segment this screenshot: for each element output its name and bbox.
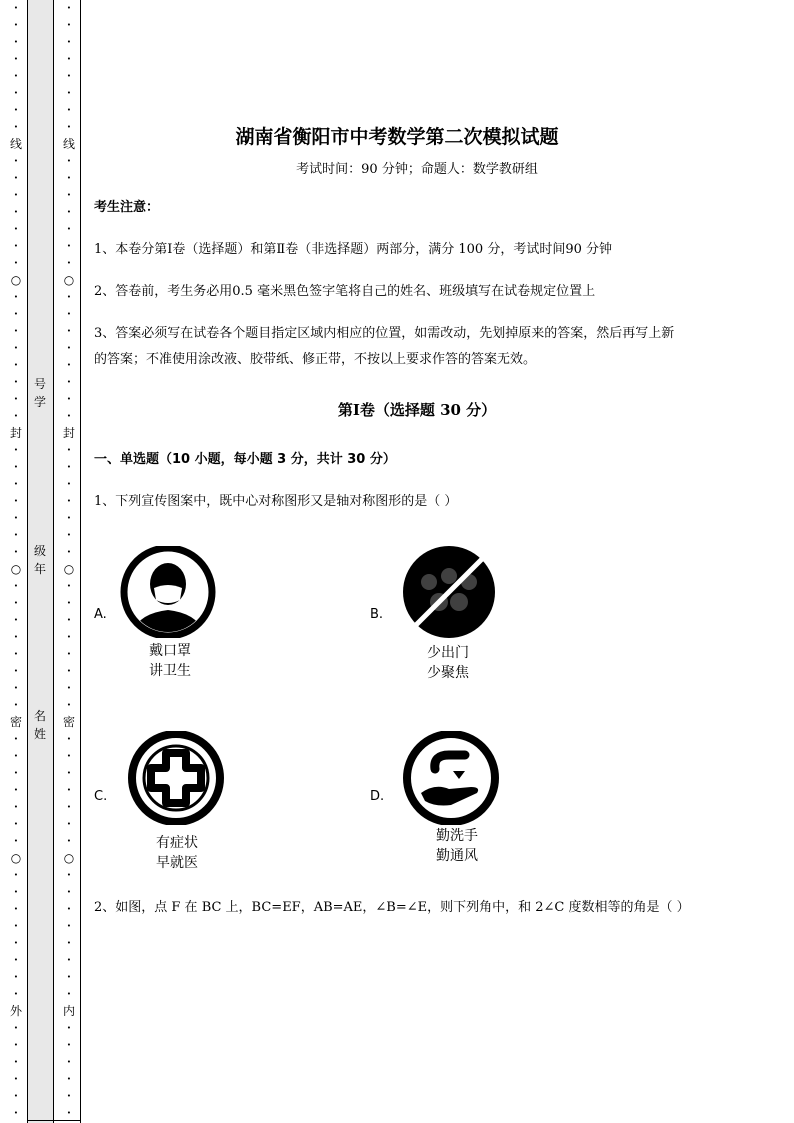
mask-person-icon [118,546,218,638]
binding-dot: • [13,55,19,63]
binding-dot: • [13,1024,19,1032]
binding-dot: • [13,786,19,794]
binding-dot: • [66,786,72,794]
binding-dot: • [66,123,72,131]
option-d-caption-1: 勤洗手 [436,828,478,844]
binding-dot: • [66,1109,72,1117]
binding-label: ○ [63,851,75,865]
page-title: 湖南省衡阳市中考数学第二次模拟试题 [235,126,559,148]
binding-label: ○ [10,562,22,576]
binding-dot: • [13,599,19,607]
binding-dot: • [13,446,19,454]
binding-dot: • [13,38,19,46]
binding-dot: • [13,1041,19,1049]
binding-dot: • [66,1075,72,1083]
binding-label: 封 [62,426,75,440]
binding-dot: • [66,922,72,930]
binding-dot: • [66,4,72,12]
binding-dot: • [66,174,72,182]
binding-dot: • [66,463,72,471]
binding-dot: • [66,888,72,896]
binding-dot: • [13,174,19,182]
binding-label: 线 [62,137,75,151]
question-2-stem: 2、如图，点 F 在 BC 上，BC=EF，AB=AE，∠B=∠E，则下列角中，和 2∠C 度数相等的角是（ ） [94,900,690,915]
binding-dot: • [13,803,19,811]
binding-dot: • [13,837,19,845]
binding-dot: • [13,242,19,250]
binding-label: 封 [9,426,22,440]
binding-dot: • [13,633,19,641]
binding-dot: • [13,259,19,267]
binding-dot: • [13,293,19,301]
binding-dot: • [13,871,19,879]
option-a-caption-2: 讲卫生 [149,663,191,679]
binding-dot: • [66,633,72,641]
binding-dot: • [13,514,19,522]
binding-dot: • [66,412,72,420]
binding-dot: • [13,21,19,29]
binding-dot: • [13,922,19,930]
binding-dot: • [13,905,19,913]
binding-dot: • [66,106,72,114]
binding-dot: • [13,361,19,369]
binding-dot: • [66,1058,72,1066]
binding-dot: • [66,446,72,454]
medical-cross-icon [126,731,226,825]
binding-dot: • [66,344,72,352]
binding-dot: • [13,939,19,947]
binding-dot: • [66,616,72,624]
binding-dot: • [13,650,19,658]
binding-label: 密 [9,715,22,729]
notice-item-3-cont: 的答案；不准使用涂改液、胶带纸、修正带，不按以上要求作答的答案无效。 [94,352,537,367]
binding-dot: • [66,21,72,29]
binding-dot: • [66,361,72,369]
binding-dot: • [13,4,19,12]
option-d-caption-2: 勤通风 [436,848,478,864]
binding-dot: • [66,293,72,301]
notice-item-2: 2、答卷前，考生务必用0.5 毫米黑色签字笔将自己的姓名、班级填写在试卷规定位置上 [94,284,596,299]
binding-dot: • [13,667,19,675]
binding-dot: • [66,208,72,216]
binding-dot: • [13,990,19,998]
binding-dot: • [13,582,19,590]
binding-dot: • [66,939,72,947]
binding-dot: • [13,72,19,80]
binding-dot: • [13,208,19,216]
binding-dot: • [66,990,72,998]
strip-label: 级 年 [33,544,46,576]
option-c-letter: C. [94,789,108,804]
binding-dot: • [66,38,72,46]
binding-dot: • [66,480,72,488]
binding-dot: • [13,157,19,165]
binding-dot: • [13,1075,19,1083]
binding-dot: • [13,327,19,335]
binding-dot: • [66,395,72,403]
option-b-letter: B. [370,607,384,622]
binding-dot: • [66,769,72,777]
binding-dot: • [13,531,19,539]
option-b-caption-2: 少聚焦 [427,665,469,681]
binding-dot: • [13,1058,19,1066]
option-d-letter: D. [370,789,385,804]
option-c-caption-1: 有症状 [156,835,198,851]
binding-label: 线 [9,137,22,151]
binding-dot: • [66,259,72,267]
binding-label: 外 [9,1004,22,1018]
crowd-prohibited-icon [399,546,499,638]
binding-dot: • [66,735,72,743]
binding-dot: • [13,395,19,403]
binding-dot: • [66,1092,72,1100]
binding-dot: • [13,735,19,743]
binding-dot: • [66,72,72,80]
binding-dot: • [13,888,19,896]
binding-dot: • [66,548,72,556]
binding-label: ○ [63,273,75,287]
binding-label: ○ [10,273,22,287]
binding-dot: • [66,378,72,386]
option-b-caption-1: 少出门 [427,645,469,661]
binding-label: 内 [62,1004,75,1018]
binding-dot: • [13,769,19,777]
option-a-caption-1: 戴口罩 [149,643,191,659]
binding-dot: • [66,327,72,335]
option-c-caption-2: 早就医 [156,855,198,871]
binding-dot: • [66,973,72,981]
binding-dot: • [66,650,72,658]
binding-dot: • [66,1041,72,1049]
binding-dot: • [66,514,72,522]
binding-dot: • [13,820,19,828]
binding-dot: • [66,225,72,233]
binding-dot: • [66,752,72,760]
binding-dot: • [66,531,72,539]
binding-dot: • [13,497,19,505]
binding-label: ○ [63,562,75,576]
binding-dot: • [66,871,72,879]
binding-dot: • [13,701,19,709]
binding-dot: • [13,616,19,624]
question-1-stem: 1、下列宣传图案中，既中心对称图形又是轴对称图形的是（ ） [94,494,458,509]
binding-label: ○ [10,851,22,865]
binding-dot: • [13,463,19,471]
binding-dot: • [66,191,72,199]
binding-dot: • [66,905,72,913]
binding-dot: • [66,837,72,845]
binding-dot: • [66,820,72,828]
binding-dot: • [66,55,72,63]
binding-dot: • [13,191,19,199]
binding-dot: • [13,1109,19,1117]
binding-dot: • [66,242,72,250]
binding-dot: • [66,1024,72,1032]
binding-dot: • [13,1092,19,1100]
binding-dot: • [66,956,72,964]
binding-dot: • [66,157,72,165]
binding-dot: • [66,582,72,590]
exam-subtitle: 考试时间：90 分钟；命题人：数学教研组 [296,162,538,177]
part-heading: 一、单选题（10 小题，每小题 3 分，共计 30 分） [94,452,396,467]
binding-dot: • [13,752,19,760]
binding-dot: • [13,412,19,420]
binding-dot: • [66,684,72,692]
binding-dot: • [66,89,72,97]
notice-item-3: 3、答案必须写在试卷各个题目指定区域内相应的位置，如需改动，先划掉原来的答案，然后再写上新 [94,326,675,341]
binding-dot: • [13,106,19,114]
binding-dot: • [66,599,72,607]
binding-dot: • [66,497,72,505]
notice-heading: 考生注意： [94,200,160,215]
hand-wash-icon [401,731,501,825]
binding-dot: • [13,684,19,692]
binding-dot: • [13,123,19,131]
binding-dot: • [13,89,19,97]
option-a-letter: A. [94,607,107,622]
notice-item-1: 1、本卷分第Ⅰ卷（选择题）和第Ⅱ卷（非选择题）两部分，满分 100 分，考试时间90 分钟 [94,242,612,257]
binding-dot: • [13,225,19,233]
binding-dot: • [13,378,19,386]
binding-dot: • [13,344,19,352]
binding-dot: • [66,701,72,709]
strip-label: 号 学 [33,377,46,409]
binding-dot: • [66,803,72,811]
strip-label: 名 姓 [33,709,46,741]
binding-dot: • [13,480,19,488]
binding-dot: • [13,973,19,981]
section-title: 第Ⅰ卷（选择题 30 分） [337,401,497,419]
binding-dot: • [13,310,19,318]
binding-dot: • [13,956,19,964]
binding-dot: • [13,548,19,556]
binding-dot: • [66,667,72,675]
binding-label: 密 [62,715,75,729]
binding-dot: • [66,310,72,318]
